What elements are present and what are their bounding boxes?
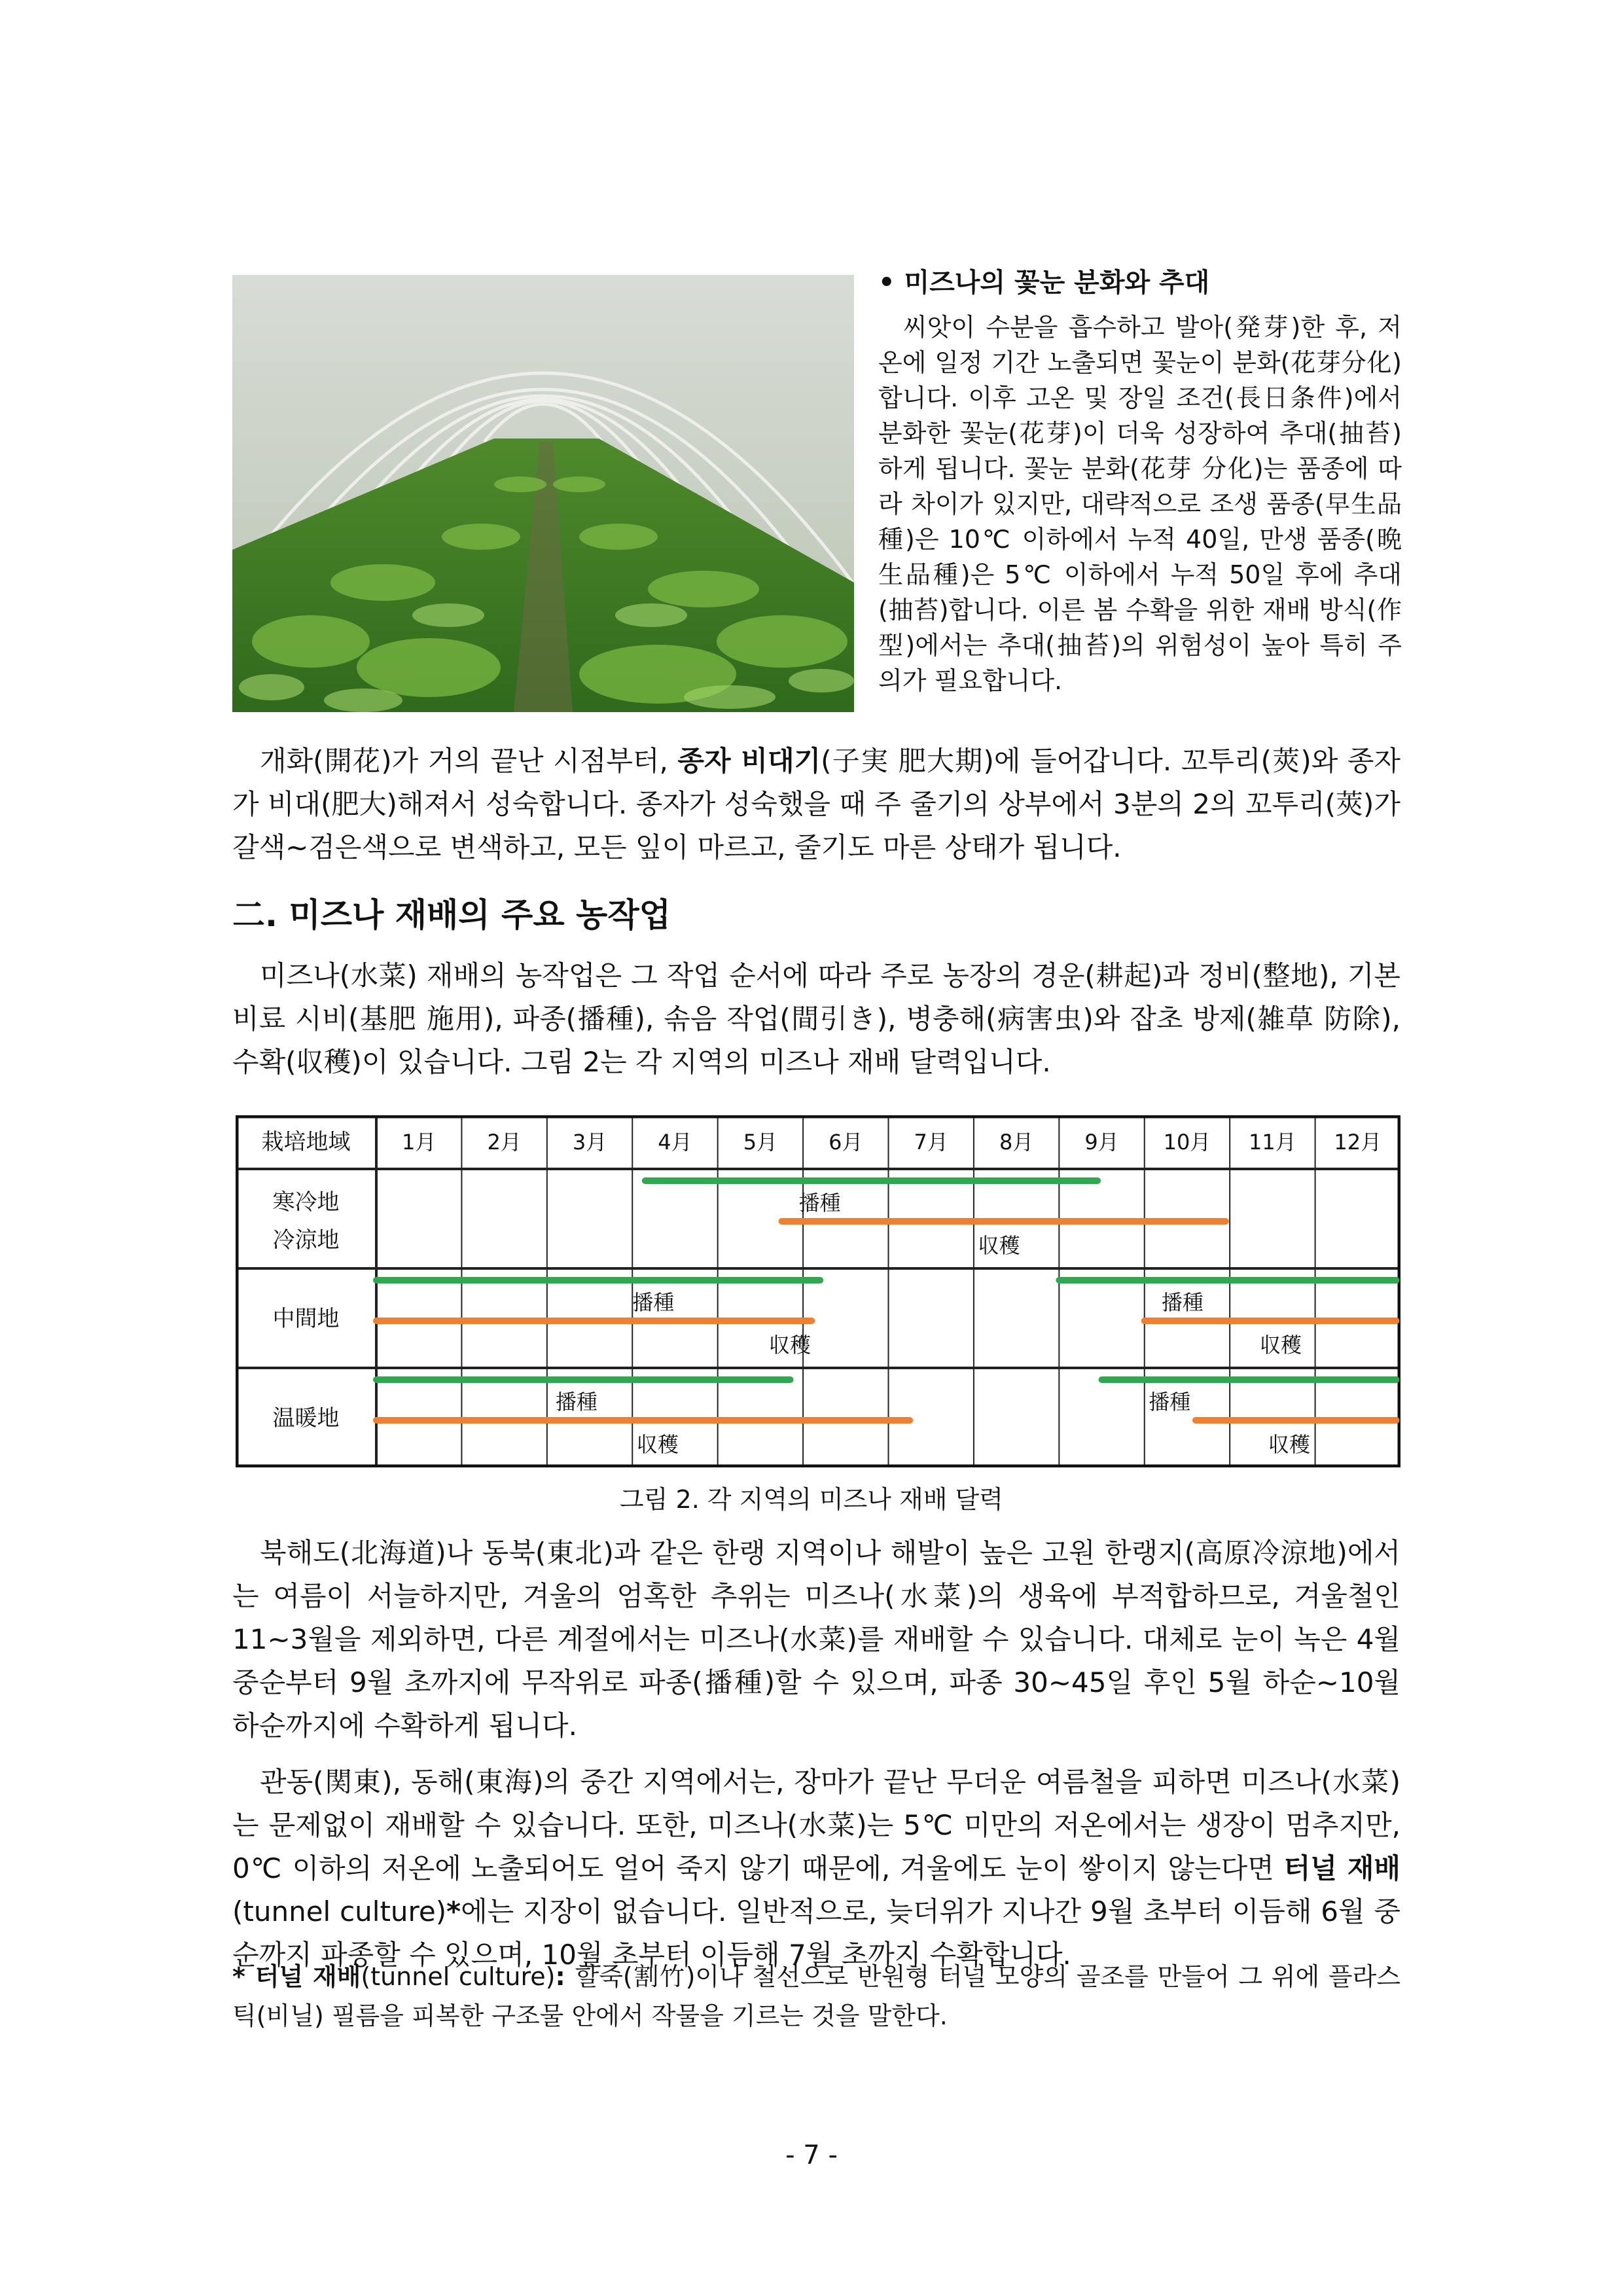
month-label: 7月 [914,1130,948,1155]
figure-caption: 그림 2. 각 지역의 미즈나 재배 달력 [620,1485,1003,1514]
intermediate-region-paragraph: 관동(関東), 동해(東海)의 중간 지역에서는, 장마가 끝난 무더운 여름철을 피하면 미즈나(水菜)는 문제없이 재배할 수 있습니다. 또한, 미즈나(水菜)는 5℃ 미만의 저온에서는 생장이 멈추지만, 0℃ 이하의 저온에 노출되어도 얼어 죽지 않기 때문에, 겨울에도 눈이 쌓이지 않는다면 터널 재배(tunnel culture)*에는 지장이 없습니다. 일반적으로, 늦더위가 지나간 9월 초부터 이듬해 6월 중순까지 파종할 수 있으며, 10월 초부터 이듬해 7월 초까지 수확합니다. [232,1766,1401,1971]
month-label: 3月 [572,1130,607,1155]
farm-work-paragraph: 미즈나(水菜) 재배의 농작업은 그 작업 순서에 따라 주로 농장의 경운(耕起)과 정비(整地), 기본 비료 시비(基肥 施用), 파종(播種), 솎음 작업(間引き), 병충해(病害虫)와 잡초 방제(雑草 防除), 수확(収穫)이 있습니다. 그림 2는 각 지역의 미즈나 재배 달력입니다. [232,960,1400,1078]
sidebar-heading: • 미즈나의 꽃눈 분화와 추대 [878,268,1210,298]
harvest-label: 収穫 [1259,1333,1302,1357]
sowing-label: 播種 [632,1290,675,1315]
harvest-label: 収穫 [768,1333,811,1357]
greenhouse-photo [232,275,854,712]
month-label: 2月 [487,1130,522,1155]
cold-region-paragraph: 북해도(北海道)나 동북(東北)과 같은 한랭 지역이나 해발이 높은 고원 한랭지(高原冷涼地)에서는 여름이 서늘하지만, 겨울의 엄혹한 추위는 미즈나(水菜)의 생육에 부적합하므로, 겨울철인 11~3월을 제외하면, 다른 계절에서는 미즈나(水菜)를 재배할 수 있습니다. 대체로 눈이 녹은 4월 중순부터 9월 초까지에 무작위로 파종(播種)할 수 있으며, 파종 30~45일 후인 5월 하순~10월 하순까지에 수확하게 됩니다. [232,1537,1400,1742]
flower-bud-sidebar [878,265,1402,698]
month-label: 11月 [1249,1130,1296,1155]
harvest-label: 収穫 [978,1233,1020,1258]
sowing-label: 播種 [555,1390,597,1414]
harvest-label: 収穫 [636,1432,679,1457]
month-label: 12月 [1334,1130,1382,1155]
month-label: 8月 [999,1130,1034,1155]
cultivation-calendar [236,1115,1400,1470]
region-label: 中間地 [272,1306,340,1332]
month-label: 4月 [658,1130,692,1155]
sowing-label: 播種 [1149,1390,1191,1414]
region-label: 冷涼地 [272,1227,340,1253]
month-label: 1月 [402,1130,437,1155]
sowing-label: 播種 [1161,1290,1204,1315]
footnote: * 터널 재배(tunnel culture): 할죽(割竹)이나 철선으로 반원형 터널 모양의 골조를 만들어 그 위에 플라스틱(비닐) 필름을 피복한 구조물 안에서 작물을 기르는 것을 말한다. [232,1962,1400,2030]
month-label: 6月 [829,1130,863,1155]
header-region-label: 栽培地域 [261,1129,351,1155]
region-label: 寒冷地 [272,1189,340,1215]
month-label: 5月 [743,1130,778,1155]
calendar-svg [236,1115,1400,1467]
section-title: 二. 미즈나 재배의 주요 농작업 [232,896,671,934]
seed-enlargement-paragraph: 개화(開花)가 거의 끝난 시점부터, 종자 비대기(子実 肥大期)에 들어갑니다. 꼬투리(莢)와 종자가 비대(肥大)해져서 성숙합니다. 종자가 성숙했을 때 주 줄기의 상부에서 3분의 2의 꼬투리(莢)가 갈색~검은색으로 변색하고, 모든 잎이 마르고, 줄기도 마른 상태가 됩니다. [232,745,1400,863]
month-label: 10月 [1163,1130,1211,1155]
month-label: 9月 [1084,1130,1119,1155]
page-number: - 7 - [785,2140,838,2170]
sowing-label: 播種 [798,1191,841,1215]
region-label: 温暖地 [272,1405,340,1431]
sidebar-text: 씨앗이 수분을 흡수하고 발아(発芽)한 후, 저온에 일정 기간 노출되면 꽃눈이 분화(花芽分化)합니다. 이후 고온 및 장일 조건(長日条件)에서 분화한 꽃눈(花芽)이 더욱 성장하여 추대(抽苔)하게 됩니다. 꽃눈 분화(花芽 分化)는 품종에 따라 차이가 있지만, 대략적으로 조생 품종(早生品種)은 10℃ 이하에서 누적 40일, 만생 품종(晩生品種)은 5℃ 이하에서 누적 50일 후에 추대(抽苔)합니다. 이른 봄 수확을 위한 재배 방식(作型)에서는 추대(抽苔)의 위험성이 높아 특히 주의가 필요합니다. [878,313,1402,695]
harvest-label: 収穫 [1268,1432,1310,1457]
